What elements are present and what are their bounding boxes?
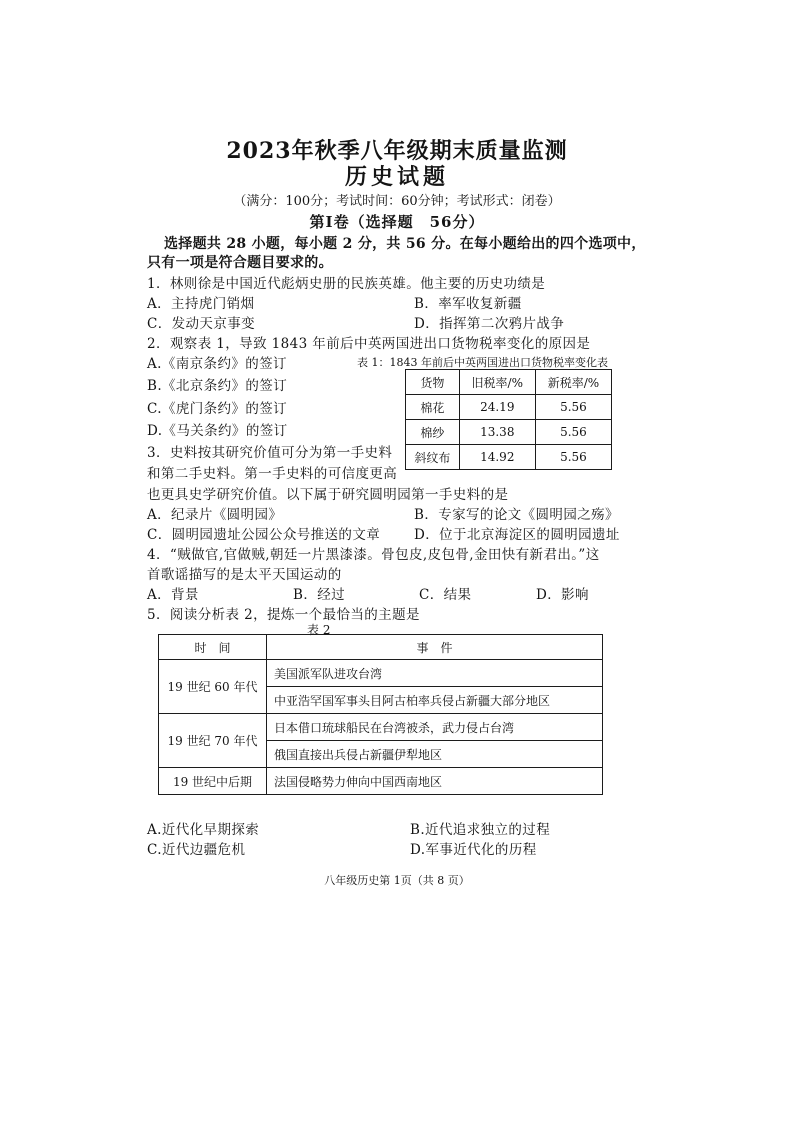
question-3-stem-line-1: 3．史料按其研究价值可分为第一手史料 bbox=[147, 445, 393, 461]
table-header-cell: 新税率/% bbox=[535, 370, 611, 395]
question-2-option-c: C.《虎门条约》的签订 bbox=[147, 401, 288, 417]
frontier-crisis-table bbox=[158, 634, 603, 795]
tax-rate-table bbox=[405, 369, 612, 470]
question-4-option-b: B．经过 bbox=[293, 587, 346, 603]
question-2-stem: 2．观察表 1，导致 1843 年前后中英两国进出口货物税率变化的原因是 bbox=[147, 336, 591, 352]
question-1-option-a: A．主持虎门销烟 bbox=[147, 296, 255, 312]
question-5-option-a: A.近代化早期探索 bbox=[147, 822, 260, 838]
table-row bbox=[159, 714, 603, 741]
table-cell: 13.38 bbox=[459, 420, 535, 445]
exam-meta: （满分：100分；考试时间：60分钟；考试形式：闭卷） bbox=[233, 194, 561, 209]
table-header-cell: 旧税率/% bbox=[459, 370, 535, 395]
exam-title: 2023年秋季八年级期末质量监测 bbox=[226, 138, 568, 164]
question-4-option-c: C．结果 bbox=[419, 587, 472, 603]
table-row bbox=[159, 768, 603, 795]
table-row bbox=[406, 445, 612, 470]
table-cell: 斜纹布 bbox=[406, 445, 460, 470]
exam-subject: 历史试题 bbox=[344, 164, 449, 190]
table-2-caption: 表 2 bbox=[307, 623, 331, 637]
table-header-cell: 事 件 bbox=[267, 635, 603, 660]
table-cell-event: 俄国直接出兵侵占新疆伊犁地区 bbox=[267, 741, 603, 768]
instruction-line-1: 选择题共 28 小题，每小题 2 分，共 56 分。在每小题给出的四个选项中， bbox=[164, 236, 646, 252]
table-cell: 5.56 bbox=[535, 395, 611, 420]
question-5-stem: 5．阅读分析表 2，提炼一个最恰当的主题是 bbox=[147, 607, 420, 623]
question-4-stem-line-2: 首歌谣描写的是太平天国运动的 bbox=[147, 567, 342, 583]
question-2-option-b: B.《北京条约》的签订 bbox=[147, 378, 288, 394]
question-1-option-c: C．发动天京事变 bbox=[147, 316, 256, 332]
question-3-stem-line-3: 也更具史学研究价值。以下属于研究圆明园第一手史料的是 bbox=[147, 487, 509, 503]
table-row bbox=[159, 660, 603, 687]
table-cell-event: 美国派军队进攻台湾 bbox=[267, 660, 603, 687]
question-3-option-c: C．圆明园遗址公园公众号推送的文章 bbox=[147, 527, 381, 543]
table-header-cell: 时 间 bbox=[159, 635, 267, 660]
section-heading: 第Ⅰ卷（选择题 56分） bbox=[309, 213, 485, 231]
question-5-option-d: D.军事近代化的历程 bbox=[410, 842, 537, 858]
question-2-option-d: D.《马关条约》的签订 bbox=[147, 423, 288, 439]
question-2-option-a: A.《南京条约》的签订 bbox=[147, 356, 287, 372]
instruction-line-2: 只有一项是符合题目要求的。 bbox=[147, 255, 333, 271]
table-cell: 14.92 bbox=[459, 445, 535, 470]
question-4-option-a: A．背景 bbox=[147, 587, 199, 603]
table-cell-time: 19 世纪 70 年代 bbox=[159, 714, 267, 768]
question-5-option-b: B.近代追求独立的过程 bbox=[410, 822, 551, 838]
question-3-stem-line-2: 和第二手史料。第一手史料的可信度更高 bbox=[147, 466, 398, 482]
question-1-option-b: B．率军收复新疆 bbox=[414, 296, 522, 312]
table-cell: 5.56 bbox=[535, 420, 611, 445]
table-1-caption: 表 1：1843 年前后中英两国进出口货物税率变化表 bbox=[357, 356, 608, 369]
table-cell-time: 19 世纪 60 年代 bbox=[159, 660, 267, 714]
table-header-row bbox=[159, 635, 603, 660]
table-cell: 24.19 bbox=[459, 395, 535, 420]
table-cell-event: 中亚浩罕国军事头目阿古柏率兵侵占新疆大部分地区 bbox=[267, 687, 603, 714]
table-cell-time: 19 世纪中后期 bbox=[159, 768, 267, 795]
table-cell: 5.56 bbox=[535, 445, 611, 470]
question-1-option-d: D．指挥第二次鸦片战争 bbox=[414, 316, 565, 332]
table-cell-event: 法国侵略势力伸向中国西南地区 bbox=[267, 768, 603, 795]
table-header-cell: 货物 bbox=[406, 370, 460, 395]
table-cell: 棉花 bbox=[406, 395, 460, 420]
question-3-option-d: D．位于北京海淀区的圆明园遗址 bbox=[414, 527, 620, 543]
table-header-row bbox=[406, 370, 612, 395]
question-1-stem: 1．林则徐是中国近代彪炳史册的民族英雄。他主要的历史功绩是 bbox=[147, 276, 546, 292]
table-cell: 棉纱 bbox=[406, 420, 460, 445]
page-footer: 八年级历史第 1页（共 8 页） bbox=[324, 874, 470, 887]
question-4-option-d: D．影响 bbox=[536, 587, 589, 603]
table-row bbox=[406, 395, 612, 420]
table-row bbox=[406, 420, 612, 445]
question-5-option-c: C.近代边疆危机 bbox=[147, 842, 246, 858]
table-cell-event: 日本借口琉球船民在台湾被杀，武力侵占台湾 bbox=[267, 714, 603, 741]
question-3-option-b: B．专家写的论文《圆明园之殇》 bbox=[414, 507, 619, 523]
question-3-option-a: A．纪录片《圆明园》 bbox=[147, 507, 283, 523]
question-4-stem-line-1: 4．“贼做官,官做贼,朝廷一片黑漆漆。骨包皮,皮包骨,金田快有新君出。”这 bbox=[147, 547, 600, 563]
